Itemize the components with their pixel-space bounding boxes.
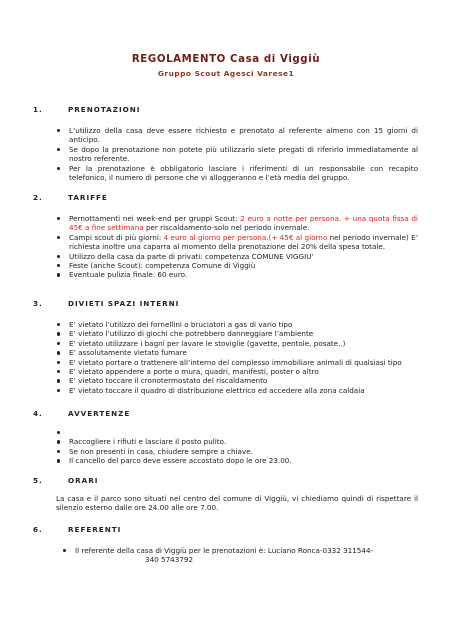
section-number: 6. (33, 525, 43, 534)
list-item: E’ vietato portare o trattenere all’interno del complesso immobiliare animali di qualsiasi tipo (56, 358, 418, 367)
list-item: Pernottamenti nei week-end per gruppi Scout: 2 euro a notte per persona. + una quota fissa di 45€ a fine settimana per riscaldamento-solo nel periodo invernale. (56, 214, 418, 233)
section-heading-divieti (33, 299, 179, 308)
list-item: L’utilizzo della casa deve essere richiesto e prenotato al referente almeno con 15 giorni di anticipo. (56, 126, 418, 145)
list-item: Se non presenti in casa, chiudere sempre a chiave. (56, 447, 418, 456)
orari-text: La casa e il parco sono situati nel centro del comune di Viggiù, vi chiediamo quindi di rispettare il silenzio esterno dalle ore 24.00 alle ore 7.00. (56, 494, 418, 513)
document-subtitle: Gruppo Scout Agesci Varese1 (157, 69, 295, 78)
section-title: REFERENTI (68, 525, 122, 534)
list-item: E’ vietato l’utilizzo dei fornellini o bruciatori a gas di vario tipo (56, 320, 418, 329)
list-item (56, 428, 418, 437)
list-item: Il cancello del parco deve essere accostato dopo le ore 23.00. (56, 456, 418, 465)
list-item (62, 546, 418, 565)
section-title: ORARI (68, 476, 99, 485)
list-item: E’ vietato l’utilizzo di giochi che potrebbero danneggiare l’ambiente (56, 329, 418, 338)
list-item: Campi scout di più giorni: 4 euro al giorno per persona.(+ 45€ al giorno nel periodo invernale) E’ richiesta inoltre una caparra al momento della prenotazione del 20% della spesa totale. (56, 233, 418, 252)
list-item: E’ vietato utilizzare i bagni per lavare le stoviglie (gavette, pentole, posate..) (56, 339, 418, 348)
section-number: 5. (33, 476, 43, 485)
section-number: 4. (33, 409, 43, 418)
section-title: TARIFFE (68, 193, 108, 202)
price-highlight: 4 euro al giorno per persona.(+ 45€ al giorno (163, 232, 328, 242)
list-item: E’ assolutamente vietato fumare (56, 348, 418, 357)
section-heading-referenti (33, 525, 121, 534)
document-title: REGOLAMENTO Casa di Viggiù (131, 54, 321, 65)
list-avvertenze (56, 428, 418, 466)
section-title: AVVERTENZE (68, 409, 131, 418)
list-item: E’ vietato toccare il quadro di distribuzione elettrico ed accedere alla zona caldaia (56, 386, 418, 395)
list-item: Utilizzo della casa da parte di privati: competenza COMUNE VIGGIU’ (56, 252, 418, 261)
list-tariffe (56, 214, 418, 280)
section-number: 3. (33, 299, 43, 308)
section-title: PRENOTAZIONI (68, 105, 141, 114)
list-item: Feste (anche Scout): competenza Comune di Viggiù (56, 261, 418, 270)
list-item: E’ vietato appendere a porte o mura, quadri, manifesti, poster o altro (56, 367, 418, 376)
list-prenotazioni (56, 126, 418, 182)
section-number: 1. (33, 105, 43, 114)
section-heading-orari (33, 476, 98, 485)
section-heading-prenotazioni (33, 105, 140, 114)
paragraph-orari (56, 494, 418, 513)
section-number: 2. (33, 193, 43, 202)
list-item: E’ vietato toccare il cronotermostato del riscaldamento (56, 376, 418, 385)
contact-line: Il referente della casa di Viggiù per le prenotazioni è: Luciano Ronca-0332 311544- (75, 546, 374, 555)
price-highlight: 2 euro a notte per persona. + una quota fissa di 45€ a fine settimana (69, 214, 418, 233)
contact-phone: 340 5743792 (145, 555, 194, 565)
list-item: Eventuale pulizia finale: 60 euro. (56, 270, 418, 279)
section-heading-avvertenze (33, 409, 130, 418)
list-item: Per la prenotazione è obbligatorio lasciare i riferimenti di un responsabile con recapito telefonico, il numero di persone che vi alloggeranno e l’età media del gruppo. (56, 164, 418, 183)
list-item: Raccogliere i rifiuti e lasciare il posto pulito. (56, 437, 418, 446)
list-item: Se dopo la prenotazione non potete più utilizzarlo siete pregati di riferirlo immediatamente al nostro referente. (56, 145, 418, 164)
section-heading-tariffe (33, 193, 108, 202)
list-referenti (62, 546, 418, 565)
list-divieti (56, 320, 418, 395)
section-title: DIVIETI SPAZI INTERNI (68, 299, 180, 308)
